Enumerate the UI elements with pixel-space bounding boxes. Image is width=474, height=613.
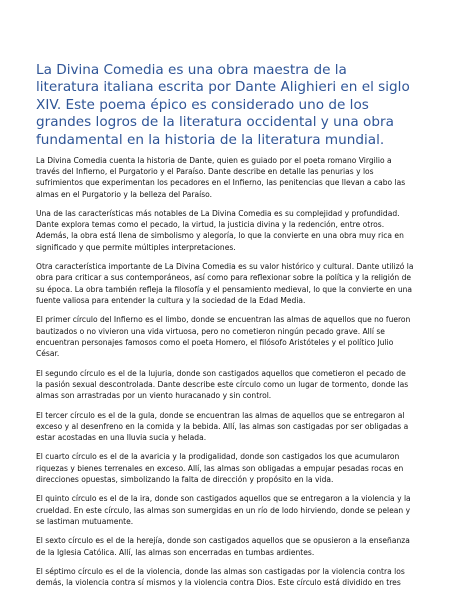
paragraph-sixth-circle: El sexto círculo es el de la herejía, donde son castigados aquellos que se opusieron a la enseñanza de la Iglesia Católica. Allí, las almas son encerradas en tumbas ardientes. <box>36 536 410 557</box>
paragraph-fourth-circle: El cuarto círculo es el de la avaricia y la prodigalidad, donde son castigados los que acumularon riquezas y bienes terrenales en exceso. Allí, las almas son obligadas a empujar pesadas rocas en direcciones opuestas, simbolizando la falta de dirección y propósito en la vida. <box>36 452 404 484</box>
paragraph-first-circle: El primer círculo del Infierno es el limbo, donde se encuentran las almas de aquellos que no fueron bautizados o no vivieron una vida virtuosa, pero no cometieron ningún pecado grave. Allí se encuentran personajes famosos como el poeta Homero, el filósofo Aristóteles y el político Julio César. <box>36 315 411 358</box>
paragraph-historical-value: Otra característica importante de La Divina Comedia es su valor histórico y cultural. Dante utilizó la obra para criticar a sus contemporáneos, así como para reflexionar sobre la política y la religión de su época. La obra también refleja la filosofía y el pensamiento medieval, lo que la convierte en una fuente valiosa para entender la cultura y la sociedad de la Edad Media. <box>36 262 414 305</box>
paragraph-second-circle: El segundo círculo es el de la lujuria, donde son castigados aquellos que cometieron el pecado de la pasión sexual descontrolada. Dante describe este círculo como un lugar de tormento, donde las almas son arrastradas por un viento huracanado y sin control. <box>36 368 409 400</box>
paragraph-fifth-circle: El quinto círculo es el de la ira, donde son castigados aquellos que se entregaron a la violencia y la crueldad. En este círculo, las almas son sumergidas en un río de lodo hirviendo, donde se pelean y se lastiman mutuamente. <box>36 494 411 526</box>
document-title: La Divina Comedia es una obra maestra de la literatura italiana escrita por Dante Alighieri en el siglo XIV. Este poema épico es considerado uno de los grandes logros de la literatura occidental y una obra fundamental en la historia de la literatura mundial. <box>36 62 410 148</box>
paragraph-seventh-circle: El séptimo círculo es el de la violencia, donde las almas son castigadas por la violencia contra los demás, la violencia contra sí mismos y la violencia contra Dios. Este círculo está dividido en tres <box>36 567 405 588</box>
paragraph-intro: La Divina Comedia cuenta la historia de Dante, quien es guiado por el poeta romano Virgilio a través del Infierno, el Purgatorio y el Paraíso. Dante describe en detalle las penurias y los sufrimientos que experimentan los pecadores en el Infierno, las penitencias que llevan a cabo las almas en el Purgatorio y la belleza del Paraíso. <box>36 156 406 199</box>
paragraph-third-circle: El tercer círculo es el de la gula, donde se encuentran las almas de aquellos que se entregaron al exceso y al desenfreno en la comida y la bebida. Allí, las almas son castigadas por ser obligadas a estar acostadas en una lluvia sucia y helada. <box>36 410 409 442</box>
paragraph-characteristics: Una de las características más notables de La Divina Comedia es su complejidad y profundidad. Dante explora temas como el pecado, la virtud, la justicia divina y la redención, entre otros. Además, la obra está llena de simbolismo y alegoría, lo que la convierte en una obra muy rica en significado y que permite múltiples interpretaciones. <box>36 209 404 252</box>
